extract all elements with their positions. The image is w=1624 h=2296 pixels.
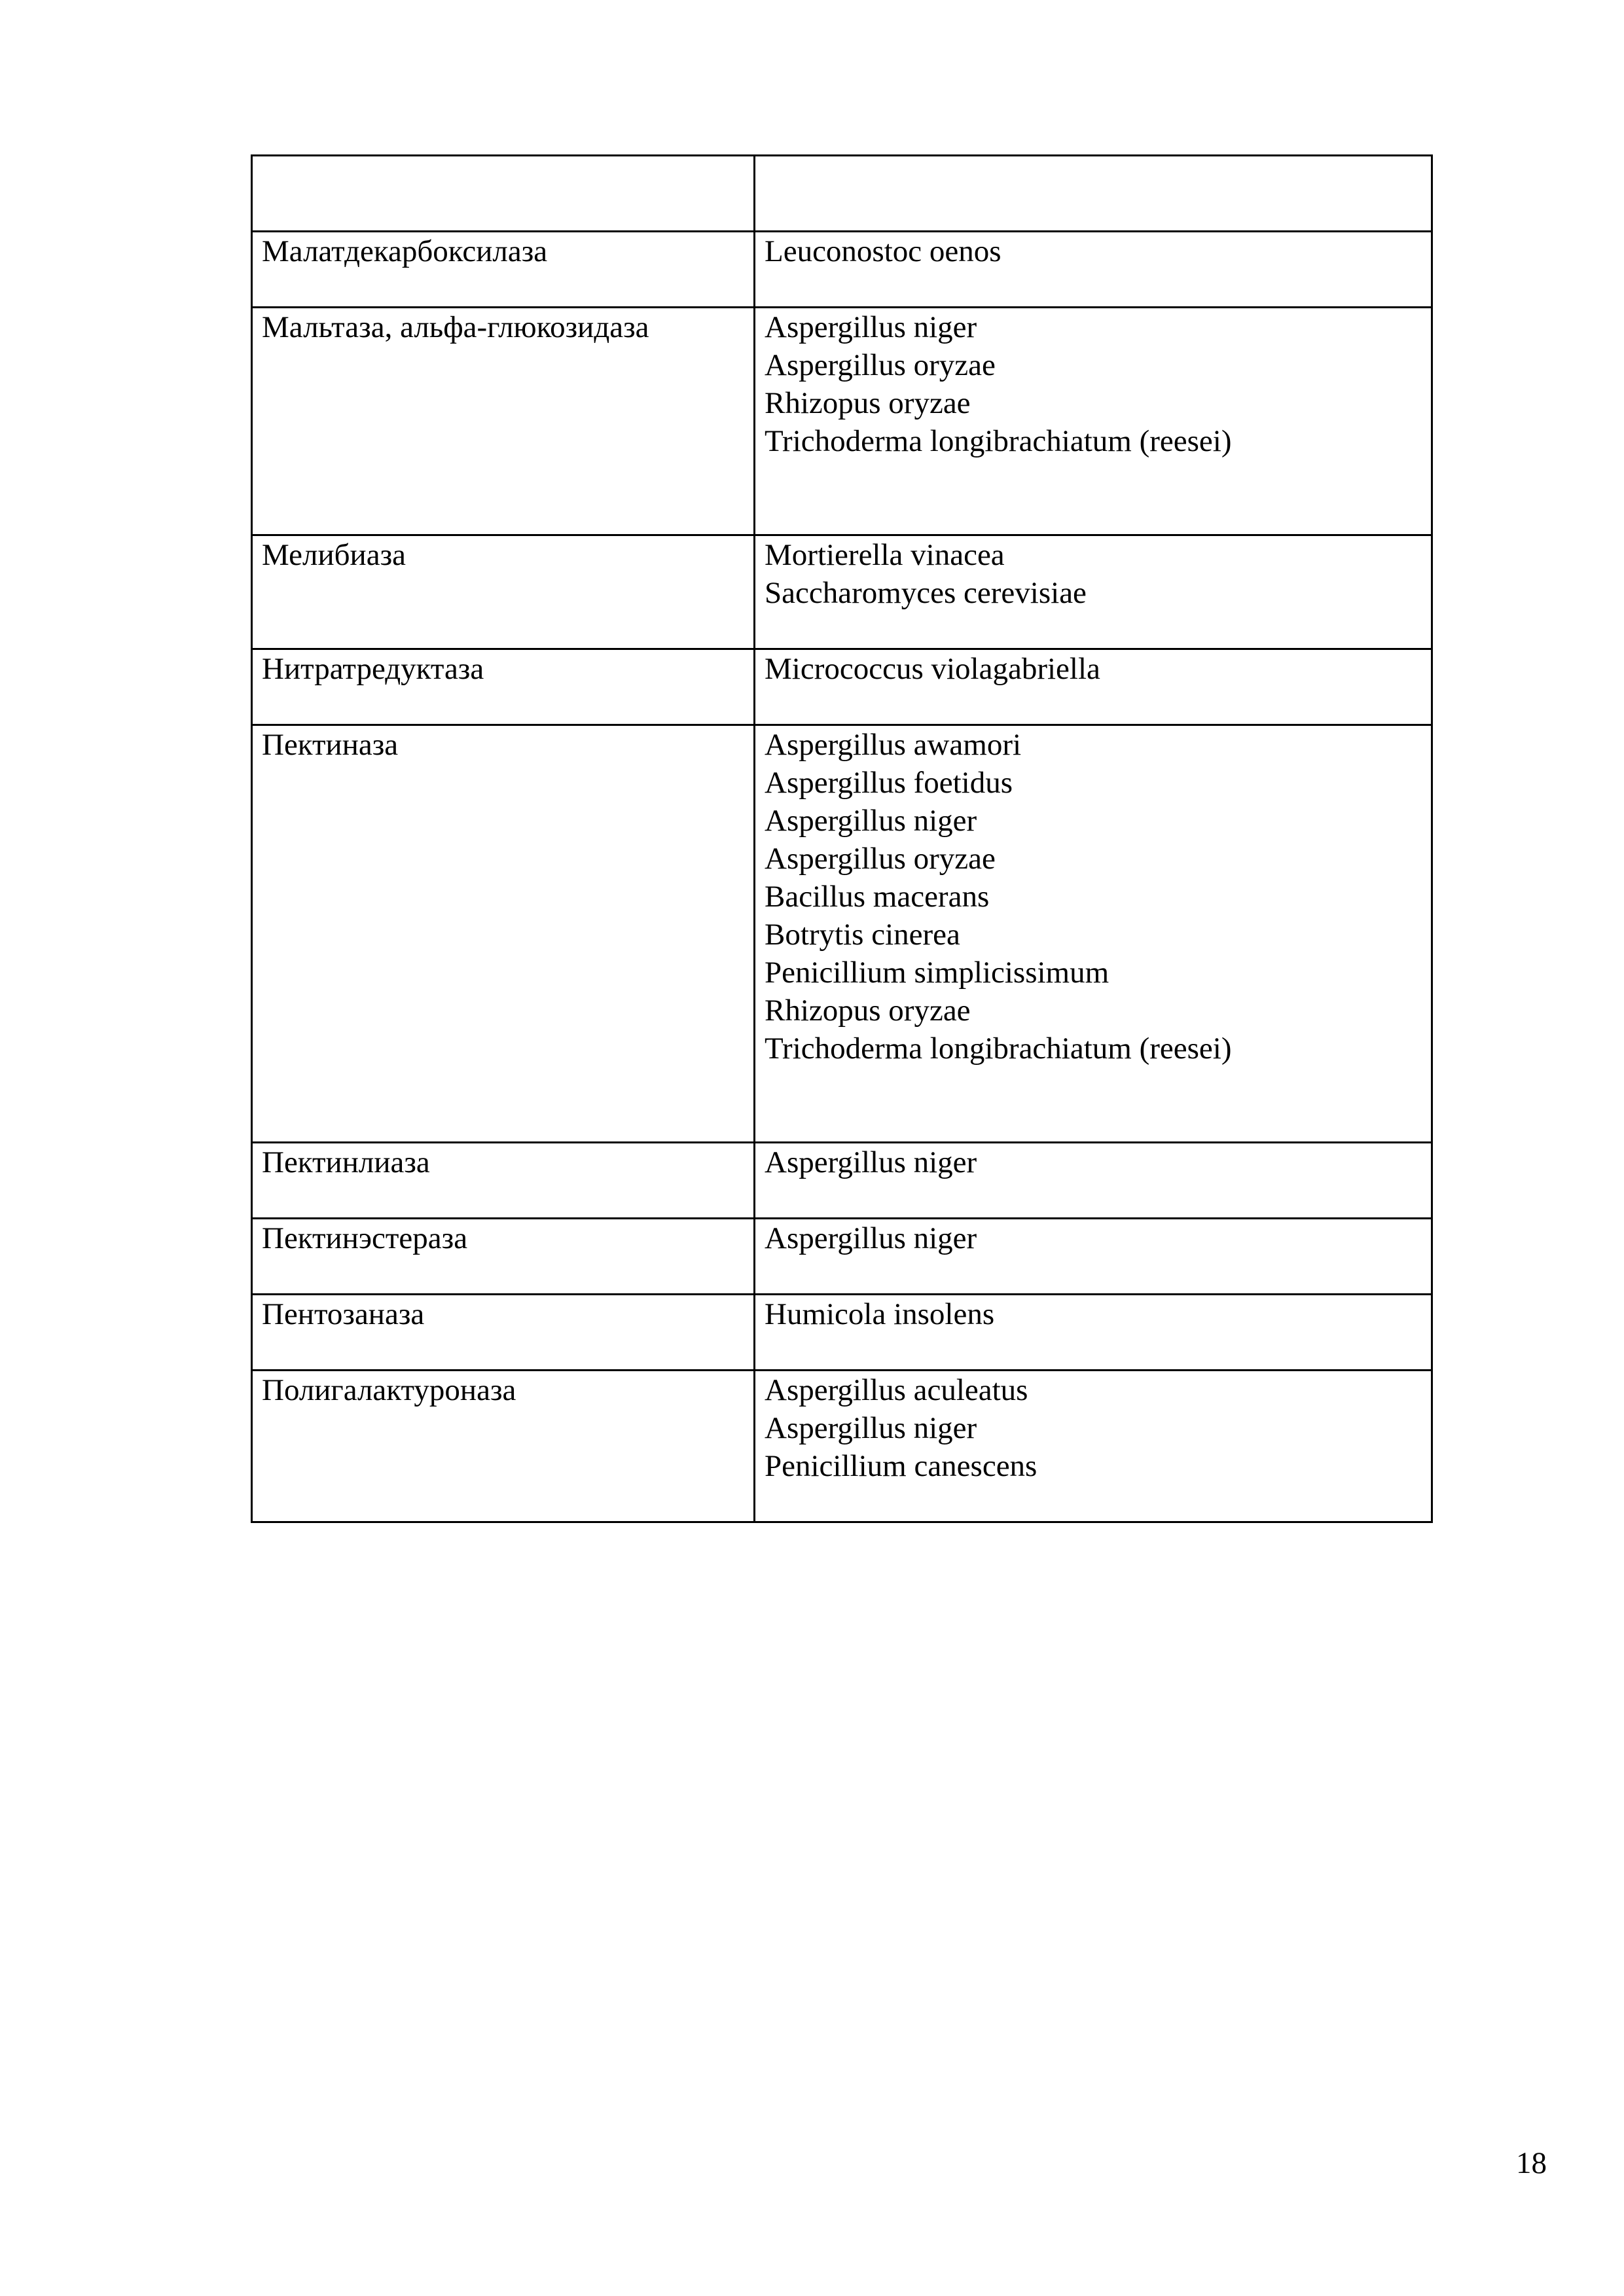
table-row bbox=[252, 308, 1432, 535]
source-organism: Aspergillus awamori bbox=[765, 728, 1022, 762]
enzyme-cell bbox=[252, 1295, 755, 1371]
source-cell bbox=[755, 1219, 1432, 1295]
table-row bbox=[252, 725, 1432, 1143]
source-organism: Aspergillus aculeatus bbox=[765, 1373, 1028, 1407]
source-organism: Botrytis cinerea bbox=[765, 918, 960, 952]
source-organism: Rhizopus oryzae bbox=[765, 994, 971, 1028]
source-organism: Aspergillus niger bbox=[765, 804, 977, 838]
source-organism: Aspergillus oryzae bbox=[765, 348, 996, 382]
source-organism: Saccharomyces cerevisiae bbox=[765, 576, 1087, 610]
source-organism: Aspergillus oryzae bbox=[765, 842, 996, 876]
table-row bbox=[252, 1219, 1432, 1295]
table-row bbox=[252, 535, 1432, 649]
table-row bbox=[252, 232, 1432, 308]
enzyme-name: Полигалактуроназа bbox=[262, 1373, 516, 1407]
enzyme-name: Малатдекарбоксилаза bbox=[262, 234, 548, 268]
source-organism: Trichoderma longibrachiatum (reesei) bbox=[765, 424, 1232, 458]
enzyme-name: Мальтаза, альфа-глюкозидаза bbox=[262, 310, 649, 344]
table-row bbox=[252, 649, 1432, 725]
source-cell bbox=[755, 156, 1432, 232]
enzyme-name: Пектиназа bbox=[262, 728, 399, 762]
source-organism: Leuconostoc oenos bbox=[765, 234, 1001, 268]
table-row bbox=[252, 1371, 1432, 1522]
source-organism: Trichoderma longibrachiatum (reesei) bbox=[765, 1031, 1232, 1066]
source-organism: Mortierella vinacea bbox=[765, 538, 1005, 572]
enzyme-source-table bbox=[251, 154, 1433, 1523]
source-cell bbox=[755, 1295, 1432, 1371]
enzyme-cell bbox=[252, 725, 755, 1143]
enzyme-name: Мелибиаза bbox=[262, 538, 406, 572]
page-number: 18 bbox=[1516, 2146, 1547, 2180]
source-cell bbox=[755, 1371, 1432, 1522]
source-organism: Aspergillus niger bbox=[765, 1411, 977, 1445]
source-organism: Aspergillus niger bbox=[765, 310, 977, 344]
source-cell bbox=[755, 649, 1432, 725]
table-body bbox=[252, 156, 1432, 1522]
source-organism: Bacillus macerans bbox=[765, 880, 990, 914]
enzyme-cell bbox=[252, 649, 755, 725]
source-organism: Aspergillus niger bbox=[765, 1145, 977, 1179]
enzyme-cell bbox=[252, 156, 755, 232]
enzyme-cell bbox=[252, 1219, 755, 1295]
source-cell bbox=[755, 1143, 1432, 1219]
source-organism: Rhizopus oryzae bbox=[765, 386, 971, 420]
enzyme-name: Нитратредуктаза bbox=[262, 652, 484, 686]
source-cell bbox=[755, 725, 1432, 1143]
enzyme-name: Пентозаназа bbox=[262, 1297, 425, 1331]
source-organism: Micrococcus violagabriella bbox=[765, 652, 1100, 686]
enzyme-name: Пектинэстераза bbox=[262, 1221, 468, 1255]
enzyme-cell bbox=[252, 1371, 755, 1522]
source-organism: Aspergillus niger bbox=[765, 1221, 977, 1255]
source-organism: Humicola insolens bbox=[765, 1297, 995, 1331]
enzyme-cell bbox=[252, 308, 755, 535]
source-cell bbox=[755, 308, 1432, 535]
table-row bbox=[252, 1295, 1432, 1371]
table-row bbox=[252, 1143, 1432, 1219]
enzyme-cell bbox=[252, 535, 755, 649]
source-organism: Penicillium canescens bbox=[765, 1449, 1038, 1483]
enzyme-cell bbox=[252, 232, 755, 308]
enzyme-cell bbox=[252, 1143, 755, 1219]
table-row bbox=[252, 156, 1432, 232]
source-cell bbox=[755, 232, 1432, 308]
source-organism: Penicillium simplicissimum bbox=[765, 956, 1110, 990]
enzyme-name: Пектинлиаза bbox=[262, 1145, 430, 1179]
source-organism: Aspergillus foetidus bbox=[765, 766, 1013, 800]
source-cell bbox=[755, 535, 1432, 649]
